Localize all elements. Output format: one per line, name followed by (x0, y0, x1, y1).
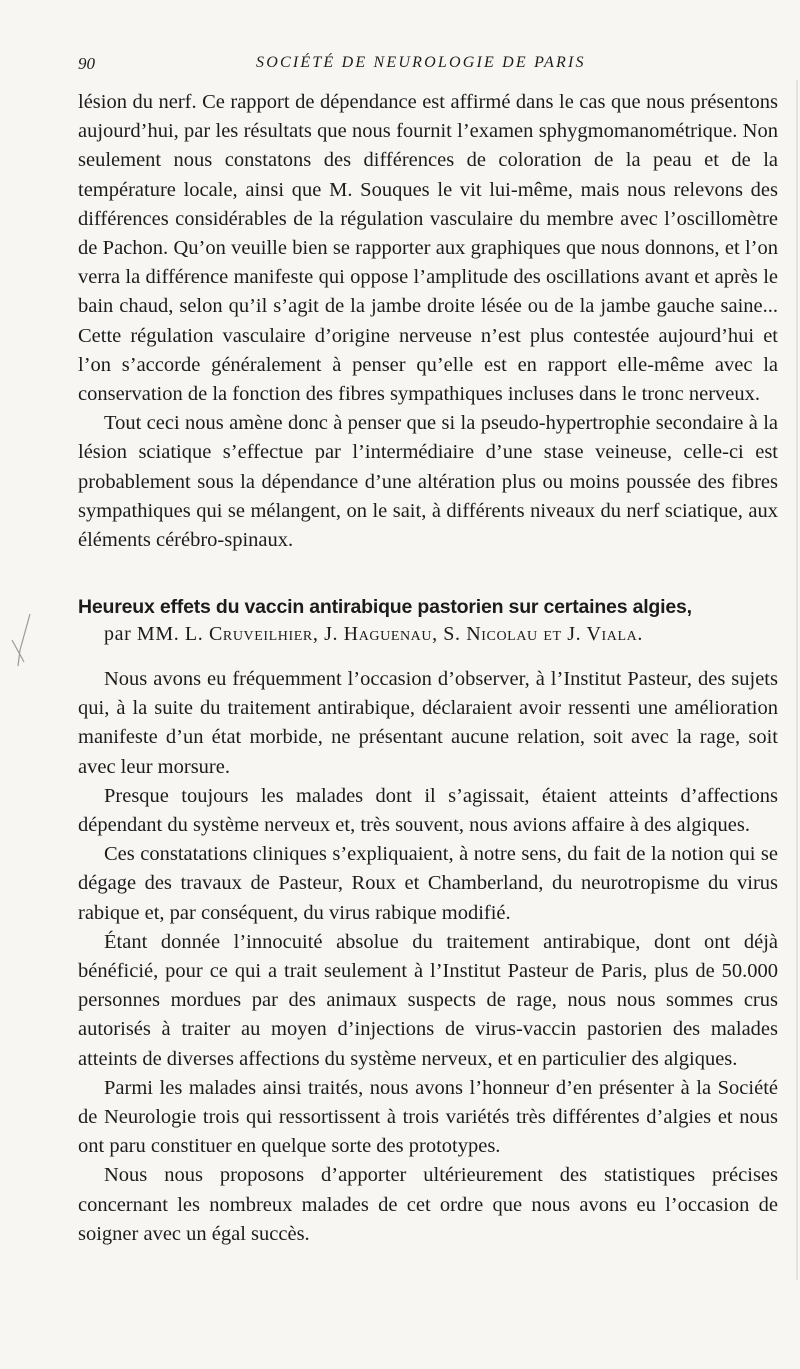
article-byline (104, 623, 784, 646)
paragraph: Presque toujours les malades dont il s’agissait, étaient atteints d’affections dépendant du système nerveux et, très souvent, nous avions affaire à des algiques. (78, 784, 778, 837)
byline-prefix: par MM. (104, 623, 180, 645)
article-body (78, 665, 778, 1249)
byline-authors: L. Cruveilhier, J. Haguenau, S. Nicolau et J. Viala. (184, 623, 643, 645)
paragraph: Nous nous proposons d’apporter ultérieurement des statistiques précises concernant les nombreux malades de cet ordre que nous avons eu l’occasion de soigner avec un égal succès. (78, 1164, 778, 1245)
running-head (78, 54, 778, 78)
page-number: 90 (78, 54, 95, 73)
journal-title: SOCIÉTÉ DE NEUROLOGIE DE PARIS (256, 54, 586, 71)
pencil-margin-mark (6, 610, 46, 670)
continued-article-text (78, 88, 778, 555)
paragraph: Étant donnée l’innocuité absolue du traitement antirabique, dont ont déjà bénéficié, pour ce qui a trait seulement à l’Institut Pasteur de Paris, plus de 50.000 personnes mordues par des animaux suspects de rage, nous nous sommes crus autorisés à traiter au moyen d’injections de virus-vaccin pastorien des malades atteints de diverses affections du système nerveux, et en particulier des algiques. (78, 930, 778, 1070)
paragraph: Ces constatations cliniques s’expliquaient, à notre sens, du fait de la notion qui se dégage des travaux de Pasteur, Roux et Chamberland, du neurotropisme du virus rabique et, par conséquent, du virus rabique modifié. (78, 843, 778, 924)
paragraph: lésion du nerf. Ce rapport de dépendance est affirmé dans le cas que nous présentons aujourd’hui, par les résultats que nous fournit l’examen sphygmomanométrique. Non seulement nous constatons des différences de coloration de la peau et de la température locale, ainsi que M. Souques le vit lui-même, mais nous relevons des différences considérables de la régulation vasculaire du membre avec l’oscillomètre de Pachon. Qu’on veuille bien se rapporter aux graphiques que nous donnons, et l’on verra la différence manifeste qui oppose l’amplitude des oscillations avant et après le bain chaud, selon qu’il s’agit de la jambe droite lésée ou de la jambe gauche saine... Cette régulation vasculaire d’origine nerveuse n’est plus contestée aujourd’hui et l’on s’accorde généralement à penser qu’elle est en rapport elle-même avec la conservation de la fonction des fibres sympathiques incluses dans le tronc nerveux. (78, 91, 778, 406)
paragraph: Nous avons eu fréquemment l’occasion d’observer, à l’Institut Pasteur, des sujets qui, à la suite du traitement antirabique, déclaraient avoir ressenti une amélioration manifeste d’un état morbide, ne présentant aucune relation, soit avec la rage, soit avec leur morsure. (78, 668, 778, 778)
article-title: Heureux effets du vaccin antirabique pastorien sur certaines algies, (78, 596, 692, 618)
page-edge-shadow (796, 80, 798, 1280)
paragraph: Parmi les malades ainsi traités, nous avons l’honneur d’en présenter à la Société de Neurologie trois qui ressortissent à trois variétés très différentes d’algies et nous ont paru constituer en quelque sorte des prototypes. (78, 1076, 778, 1158)
paragraph: Tout ceci nous amène donc à penser que si la pseudo-hypertrophie secondaire à la lésion sciatique s’effectue par l’intermédiaire d’une stase veineuse, celle-ci est probablement sous la dépendance d’une altération plus ou moins poussée des fibres sympathiques qui se mélangent, on le sait, à différents niveaux du nerf sciatique, aux éléments cérébro-spinaux. (78, 412, 778, 552)
